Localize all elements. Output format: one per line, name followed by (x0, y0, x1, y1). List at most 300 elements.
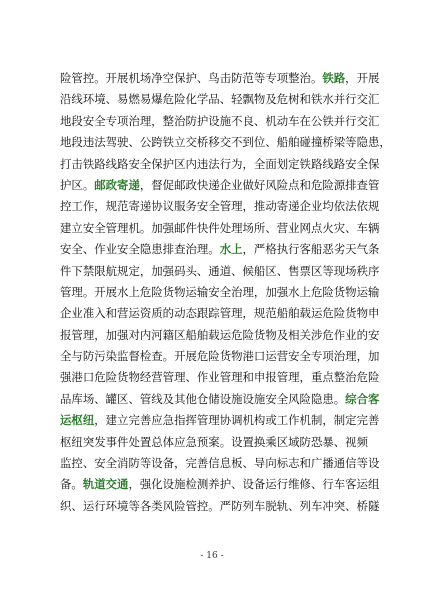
text-char: 管 (196, 413, 209, 428)
text-char: 危 (356, 370, 368, 385)
text-char: 货 (333, 284, 346, 299)
text-char: 及 (276, 327, 289, 342)
text-char: 险 (322, 284, 334, 299)
text-char: 完 (128, 413, 140, 428)
text-char: 下 (71, 263, 83, 278)
text-char: 籍 (162, 327, 175, 342)
text-char: ， (242, 242, 254, 257)
text-char: 全 (208, 199, 220, 214)
text-char: 良 (242, 113, 254, 128)
text-char: 汇 (367, 92, 380, 107)
text-char: 、 (105, 92, 118, 107)
text-char: 、 (71, 498, 83, 513)
text-char: 划 (276, 156, 289, 171)
text-char: 整 (162, 113, 175, 128)
section-keyword-char: 路 (333, 71, 346, 85)
text-char: 管 (185, 498, 197, 513)
text-char: 物 (174, 284, 186, 299)
section-keyword-char: 纽 (82, 413, 95, 428)
text-char: 上 (299, 284, 311, 299)
text-char: 消 (117, 456, 129, 471)
text-char: 面 (265, 156, 277, 171)
text-char: 冲 (322, 498, 334, 513)
text-char: 导 (253, 456, 266, 471)
text-char: 港 (242, 349, 254, 364)
text-char: 险 (299, 391, 311, 406)
text-char: ， (322, 413, 334, 428)
text-char: 工 (276, 413, 289, 428)
section-keyword-char: 邮 (94, 177, 106, 192)
text-char: 、 (345, 498, 357, 513)
text-char: 化 (185, 92, 197, 107)
text-char: 向 (265, 456, 277, 471)
text-char: 运 (356, 284, 368, 299)
text-char: 业 (71, 306, 83, 321)
text-char: 备 (162, 456, 175, 471)
text-char: 范 (117, 199, 129, 214)
text-char: 其 (174, 391, 186, 406)
text-char: 各 (139, 498, 152, 513)
text-char: 车 (253, 498, 266, 513)
text-char: 他 (185, 391, 197, 406)
text-char: 营 (276, 349, 289, 364)
text-char: 客 (299, 242, 311, 257)
text-char: 突 (82, 434, 95, 449)
text-char: 品 (60, 391, 72, 406)
text-char: 、 (345, 220, 357, 235)
text-char: 专 (265, 71, 277, 85)
text-char: 善 (367, 413, 380, 428)
text-line (60, 410, 380, 431)
text-char: 汇 (367, 113, 380, 128)
text-char: 和 (299, 92, 311, 107)
text-char: 展 (367, 71, 380, 85)
text-char: 舶 (196, 327, 209, 342)
text-char: 险 (60, 71, 72, 85)
text-char: 线 (71, 92, 83, 107)
text-char: 染 (105, 349, 118, 364)
text-char: 现 (333, 263, 346, 278)
text-char: 储 (208, 391, 220, 406)
text-char: 报 (265, 370, 277, 385)
text-char: 机 (242, 413, 254, 428)
text-char: 强 (162, 263, 175, 278)
text-char: 区 (71, 177, 83, 192)
text-char: 管 (162, 370, 175, 385)
text-char: 场 (82, 391, 95, 406)
text-char: 项 (322, 349, 334, 364)
text-char: 。 (333, 391, 346, 406)
text-char: 务 (185, 199, 197, 214)
text-char: 险 (174, 92, 186, 107)
text-char: 、 (82, 456, 95, 471)
text-char: 整 (333, 370, 346, 385)
text-char: 件 (60, 263, 72, 278)
text-char: 开 (105, 71, 118, 85)
text-char: 理 (196, 242, 209, 257)
text-char: 规 (105, 199, 118, 214)
text-char: 企 (299, 199, 311, 214)
text-line (60, 261, 380, 282)
text-char: 、 (242, 456, 254, 471)
text-char: 危 (322, 306, 334, 321)
text-char: 申 (253, 370, 266, 385)
text-char: 易 (139, 92, 152, 107)
text-char: 险 (242, 327, 254, 342)
text-char: 运 (219, 327, 232, 342)
text-char: 施 (174, 477, 186, 492)
text-char: 险 (208, 349, 220, 364)
text-char: 撞 (310, 135, 323, 150)
text-char: 等 (128, 498, 140, 513)
text-char: 寄 (128, 199, 140, 214)
text-char: 立 (117, 413, 129, 428)
section-keyword-char: 合 (356, 391, 368, 406)
text-char: 输 (196, 284, 209, 299)
text-char: 货 (219, 349, 232, 364)
text-char: 物 (345, 284, 357, 299)
text-char: 危 (196, 349, 209, 364)
text-char: 水 (117, 284, 129, 299)
text-char: 车 (310, 498, 323, 513)
text-char: 全 (276, 391, 289, 406)
text-char: 易 (117, 92, 129, 107)
text-char: 息 (219, 456, 232, 471)
text-char: 。 (162, 349, 175, 364)
text-char: 危 (139, 284, 152, 299)
text-char: 风 (265, 177, 277, 192)
text-line (60, 89, 380, 110)
text-char: 船 (276, 306, 289, 321)
text-char: 碰 (299, 135, 311, 150)
text-char: 行 (345, 113, 357, 128)
text-char: 。 (71, 477, 83, 492)
text-char: 依 (333, 199, 346, 214)
text-char: 仓 (196, 391, 209, 406)
text-char: 企 (219, 177, 232, 192)
text-char: 协 (151, 199, 163, 214)
text-char: 、 (128, 135, 140, 150)
text-char: 并 (333, 113, 346, 128)
text-char: 运 (356, 477, 368, 492)
text-char: 危 (94, 370, 106, 385)
text-char: 检 (139, 349, 152, 364)
text-char: 相 (288, 327, 300, 342)
text-char: 物 (265, 327, 277, 342)
text-char: 交 (219, 135, 232, 150)
text-char: 公 (139, 135, 152, 150)
text-line (60, 346, 380, 367)
text-char: 督 (128, 349, 140, 364)
text-char: 所 (253, 220, 266, 235)
text-char: 源 (333, 177, 346, 192)
text-char: 资 (139, 306, 152, 321)
text-char: 防 (185, 113, 197, 128)
text-char: 通 (208, 263, 220, 278)
text-char: 到 (242, 135, 254, 150)
text-char: 违 (82, 135, 95, 150)
text-char: 理 (231, 199, 243, 214)
text-char: 交 (185, 135, 197, 150)
text-char: 作 (82, 199, 95, 214)
text-char: 保 (174, 71, 186, 85)
text-char: 备 (253, 477, 266, 492)
text-char: 经 (139, 370, 152, 385)
text-char: 管 (219, 370, 232, 385)
text-char: 危 (322, 327, 334, 342)
text-char: 制 (333, 413, 346, 428)
text-char: 护 (219, 477, 232, 492)
text-char: 桥 (196, 135, 209, 150)
text-char: 火 (322, 220, 334, 235)
text-char: 、 (82, 242, 95, 257)
text-char: 网 (299, 220, 311, 235)
text-char: 机 (128, 220, 140, 235)
text-char: 内 (185, 156, 197, 171)
text-char: 、 (196, 263, 209, 278)
text-char: 寄 (276, 199, 289, 214)
text-char: 树 (288, 92, 300, 107)
text-char: 线 (151, 391, 163, 406)
text-char: 严 (219, 498, 232, 513)
text-char: 安 (117, 242, 129, 257)
text-char: 。 (82, 284, 95, 299)
text-char: 控 (82, 71, 95, 85)
text-char: 、 (94, 391, 106, 406)
text-char: 、 (128, 391, 140, 406)
text-char: 专 (310, 349, 323, 364)
text-line (60, 68, 380, 89)
text-char: 安 (288, 349, 300, 364)
text-char: 业 (105, 242, 118, 257)
text-char: 恐 (310, 434, 323, 449)
text-char: 环 (82, 92, 95, 107)
text-char: 跟 (196, 306, 209, 321)
text-char: 与 (71, 349, 83, 364)
text-char: 危 (162, 92, 175, 107)
text-char: 、 (265, 220, 277, 235)
text-char: 作 (333, 327, 346, 342)
text-char: 业 (208, 370, 220, 385)
text-char: 涉 (310, 327, 323, 342)
text-char: 管 (71, 327, 83, 342)
text-char: 候 (242, 263, 254, 278)
text-char: 移 (208, 135, 220, 150)
text-char: 交 (356, 92, 368, 107)
text-char: 全 (71, 242, 83, 257)
text-char: 保 (367, 156, 380, 171)
text-char: ， (299, 370, 311, 385)
text-char: 挥 (185, 413, 197, 428)
text-char: 隐 (310, 391, 323, 406)
text-char: 场 (345, 263, 357, 278)
text-char: ， (174, 456, 186, 471)
text-char: 查 (356, 177, 368, 192)
text-char: 管 (219, 199, 232, 214)
text-char: 患 (367, 135, 380, 150)
text-char: 排 (162, 242, 175, 257)
text-char: 罐 (105, 391, 118, 406)
text-char: ， (151, 113, 163, 128)
text-char: 安 (367, 327, 380, 342)
text-char: 换 (253, 434, 266, 449)
text-char: ， (128, 477, 140, 492)
section-keyword-char: 水 (219, 242, 232, 257)
text-char: 动 (265, 199, 277, 214)
text-line (60, 175, 380, 196)
text-char: 气 (356, 242, 368, 257)
section-keyword-char: 递 (128, 177, 140, 192)
text-char: 作 (288, 413, 300, 428)
text-char: 递 (139, 199, 152, 214)
text-char: 风 (288, 391, 300, 406)
text-char: 点 (322, 370, 334, 385)
text-char: 完 (356, 413, 368, 428)
text-char: 暴 (322, 434, 334, 449)
text-char: ， (94, 413, 106, 428)
text-char: 业 (288, 220, 300, 235)
text-char: 动 (276, 113, 289, 128)
text-char: 客 (345, 477, 357, 492)
text-char: 邮 (174, 220, 186, 235)
text-char: 立 (174, 135, 186, 150)
text-char: 规 (367, 199, 380, 214)
section-keyword-char: 运 (60, 413, 72, 428)
text-char: 物 (253, 92, 266, 107)
text-char: 定 (288, 156, 300, 171)
text-char: 隧 (367, 498, 380, 513)
text-line (60, 218, 380, 239)
text-char: 内 (139, 327, 152, 342)
text-char: 入 (94, 306, 106, 321)
text-char: 地 (60, 135, 72, 150)
text-char: 态 (185, 306, 197, 321)
text-char: 河 (151, 327, 163, 342)
text-char: 管 (60, 284, 72, 299)
text-char: 桥 (356, 498, 368, 513)
text-char: 地 (60, 113, 72, 128)
text-char: 路 (333, 156, 346, 171)
text-char: 车 (288, 113, 300, 128)
text-char: 铁 (322, 113, 334, 128)
text-char: 护 (185, 71, 197, 85)
text-char: 险 (151, 284, 163, 299)
text-char: 场 (242, 220, 254, 235)
section-keyword-char: 寄 (117, 177, 129, 192)
text-char: 。 (82, 177, 95, 192)
text-char: 铁 (82, 156, 95, 171)
text-char: 物 (231, 349, 243, 364)
text-char: 输 (367, 284, 380, 299)
text-char: 协 (219, 413, 232, 428)
text-char: 控 (196, 498, 209, 513)
text-char: 管 (219, 306, 232, 321)
text-char: 理 (71, 284, 83, 299)
text-char: 作 (94, 242, 106, 257)
text-char: 开 (356, 71, 368, 85)
text-char: 治 (174, 113, 186, 128)
text-char: 信 (345, 456, 357, 471)
text-char: 设 (208, 113, 220, 128)
text-char: 突 (333, 498, 346, 513)
text-char: 安 (265, 391, 277, 406)
text-char: 跨 (151, 135, 163, 150)
text-char: 施 (231, 391, 243, 406)
text-char: 加 (367, 349, 380, 364)
text-char: 总 (151, 434, 163, 449)
text-char: 安 (60, 242, 72, 257)
text-char: 区 (265, 263, 277, 278)
text-line (60, 154, 380, 175)
text-char: 境 (94, 92, 106, 107)
text-char: 载 (299, 306, 311, 321)
text-char: 申 (367, 306, 380, 321)
text-char: 加 (105, 327, 118, 342)
text-char: 机 (299, 413, 311, 428)
text-char: 管 (139, 391, 152, 406)
text-char: 全 (219, 284, 232, 299)
text-char: 全 (299, 349, 311, 364)
text-char: 不 (231, 113, 243, 128)
text-char: 。 (310, 71, 323, 85)
text-char: 急 (162, 413, 175, 428)
text-char: 在 (299, 113, 311, 128)
text-char: 治 (345, 370, 357, 385)
text-char: 口 (253, 349, 266, 364)
text-char: 开 (94, 284, 106, 299)
text-char: 、 (185, 370, 197, 385)
text-char: 构 (253, 413, 266, 428)
text-char: 管 (105, 220, 118, 235)
text-char: 体 (162, 434, 175, 449)
text-char: 轻 (231, 92, 243, 107)
text-char: 。 (219, 434, 232, 449)
text-char: 保 (151, 156, 163, 171)
text-char: 机 (128, 71, 140, 85)
text-char: 轨 (276, 498, 289, 513)
text-char: 项 (117, 113, 129, 128)
text-char: 议 (162, 199, 175, 214)
text-char: 项 (276, 71, 289, 85)
text-char: 或 (265, 413, 277, 428)
text-char: 立 (71, 220, 83, 235)
text-char: 飘 (242, 92, 254, 107)
section-keyword-char: 综 (345, 391, 357, 406)
text-char: 、 (253, 113, 266, 128)
text-char: 全 (253, 156, 266, 171)
text-char: 品 (208, 92, 220, 107)
text-char: 均 (322, 199, 334, 214)
text-char: 及 (162, 391, 175, 406)
text-char: 好 (253, 177, 266, 192)
text-char: 整 (288, 71, 300, 85)
text-char: 善 (139, 413, 152, 428)
text-char: 击 (71, 156, 83, 171)
text-char: 风 (162, 498, 175, 513)
text-char: 快 (196, 177, 209, 192)
text-char: 铁 (299, 156, 311, 171)
text-char: 货 (253, 327, 266, 342)
text-line (60, 474, 380, 495)
section-keyword-char: 铁 (322, 71, 334, 85)
text-char: 打 (60, 156, 72, 171)
text-char: 工 (71, 199, 83, 214)
text-char: 企 (60, 306, 72, 321)
text-char: 治 (333, 349, 346, 364)
text-char: ， (94, 199, 106, 214)
text-char: 置 (139, 434, 152, 449)
section-keyword-char: 枢 (71, 413, 83, 428)
